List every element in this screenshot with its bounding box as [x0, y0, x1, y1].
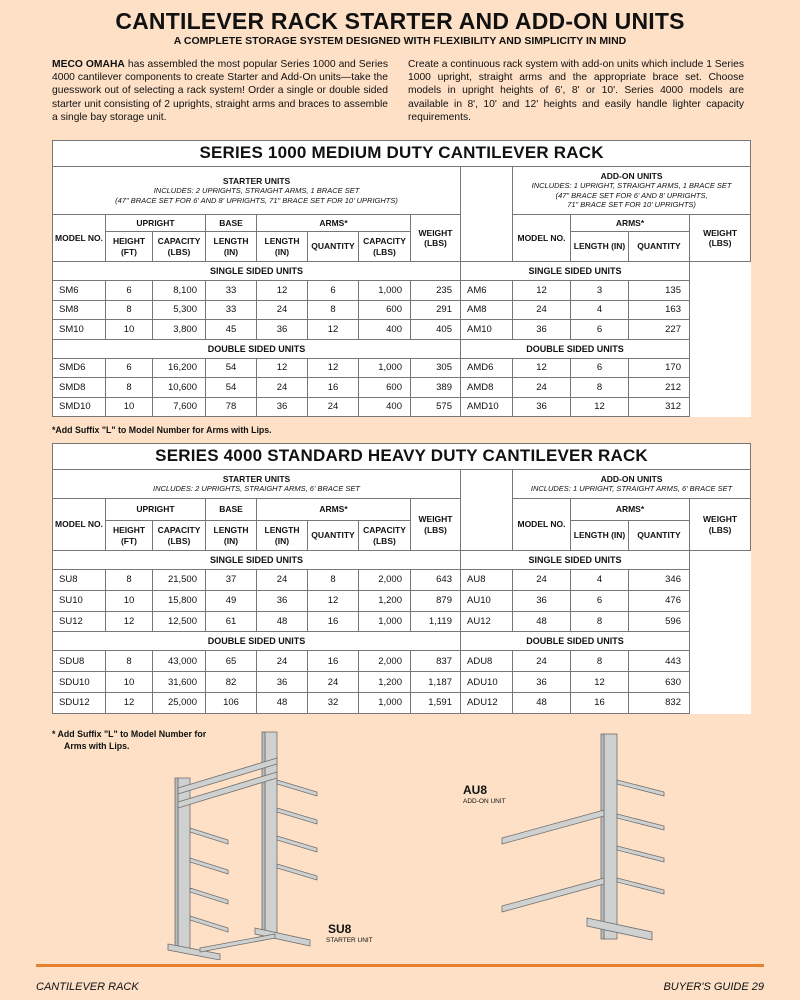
addon-weight-cell: 212 — [629, 378, 690, 398]
series-4000-table — [52, 443, 751, 714]
col-base-length: LENGTH (IN) — [206, 232, 257, 262]
arm-capacity-cell: 1,000 — [359, 358, 411, 378]
col-weight: WEIGHT (LBS) — [411, 215, 461, 262]
section-header-addon: DOUBLE SIDED UNITS — [461, 632, 690, 651]
addon-weight-cell: 227 — [629, 320, 690, 340]
arm-length-cell: 36 — [257, 672, 308, 693]
intro-left-text: has assembled the most popular Series 1000 and Series 4000 cantilever components to create Starter and Add-On units—take the guesswork out of selecting a rack system! Order a single or double sided starter unit consisting of 2 uprights, straight arms and braces to assemble a single bay storage unit. — [52, 59, 388, 123]
starter-includes-2: (47" BRACE SET FOR 6' AND 8' UPRIGHTS, 71" BRACE SET FOR 10' UPRIGHTS) — [115, 195, 398, 205]
base-cell: 49 — [206, 590, 257, 611]
addon-length-cell: 36 — [513, 397, 571, 417]
section-header: SINGLE SIDED UNITS — [53, 551, 461, 570]
addon-length-cell: 48 — [513, 692, 571, 713]
arm-capacity-cell: 1,000 — [359, 281, 411, 301]
capacity-cell: 31,600 — [153, 672, 206, 693]
model-cell: SDU12 — [53, 692, 106, 713]
arm-length-cell: 36 — [257, 397, 308, 417]
arm-length-cell: 36 — [257, 590, 308, 611]
col-model-4000: MODEL NO. — [53, 499, 106, 551]
addon-model-cell: ADU10 — [461, 672, 513, 693]
section-header: SINGLE SIDED UNITS — [53, 262, 461, 281]
height-cell: 10 — [106, 672, 153, 693]
weight-cell: 643 — [411, 570, 461, 591]
model-cell: SM8 — [53, 300, 106, 320]
arm-length-cell: 48 — [257, 611, 308, 632]
model-cell: SM6 — [53, 281, 106, 301]
addon-length-cell: 12 — [513, 358, 571, 378]
arm-length-cell: 24 — [257, 300, 308, 320]
addon-quantity-cell: 8 — [571, 651, 629, 672]
col-a-quantity: QUANTITY — [629, 232, 690, 262]
model-cell: SMD8 — [53, 378, 106, 398]
series-4000-note-1: * Add Suffix "L" to Model Number for — [52, 729, 207, 739]
arm-capacity-cell: 1,000 — [359, 611, 411, 632]
table-row — [53, 358, 751, 378]
addon-model-cell: AU8 — [461, 570, 513, 591]
series-1000-table — [52, 140, 751, 417]
addon-length-cell: 24 — [513, 570, 571, 591]
model-cell: SMD6 — [53, 358, 106, 378]
capacity-cell: 25,000 — [153, 692, 206, 713]
addon-length-cell: 36 — [513, 590, 571, 611]
capacity-cell: 3,800 — [153, 320, 206, 340]
weight-cell: 389 — [411, 378, 461, 398]
model-cell: SDU10 — [53, 672, 106, 693]
addon-model-cell: AM8 — [461, 300, 513, 320]
arm-capacity-cell: 1,200 — [359, 590, 411, 611]
col-capacity: CAPACITY (LBS) — [153, 232, 206, 262]
col-base: BASE — [206, 215, 257, 232]
addon-quantity-cell: 6 — [571, 320, 629, 340]
col-arm-capacity-4000: CAPACITY (LBS) — [359, 521, 411, 551]
addon-units-label-4000: ADD-ON UNITS — [600, 474, 663, 485]
addon-weight-cell: 476 — [629, 590, 690, 611]
col-model: MODEL NO. — [53, 215, 106, 262]
addon-weight-cell: 163 — [629, 300, 690, 320]
weight-cell: 837 — [411, 651, 461, 672]
footer-page: BUYER'S GUIDE 29 — [663, 981, 764, 993]
starter-units-label: STARTER UNITS — [222, 176, 291, 186]
starter-units-header-4000 — [53, 470, 461, 499]
capacity-cell: 12,500 — [153, 611, 206, 632]
brand-name: MECO OMAHA — [52, 59, 125, 70]
col-capacity-4000: CAPACITY (LBS) — [153, 521, 206, 551]
table-row — [53, 281, 751, 301]
addon-quantity-cell: 3 — [571, 281, 629, 301]
capacity-cell: 43,000 — [153, 651, 206, 672]
au8-addon-unit-illustration — [492, 728, 682, 950]
arm-capacity-cell: 2,000 — [359, 651, 411, 672]
quantity-cell: 16 — [308, 651, 359, 672]
addon-units-label: ADD-ON UNITS — [600, 171, 663, 182]
table-row — [53, 300, 751, 320]
quantity-cell: 12 — [308, 320, 359, 340]
height-cell: 12 — [106, 611, 153, 632]
col-upright: UPRIGHT — [106, 215, 206, 232]
starter-units-label-4000: STARTER UNITS — [222, 474, 291, 485]
addon-quantity-cell: 6 — [571, 358, 629, 378]
base-cell: 106 — [206, 692, 257, 713]
addon-includes-2: (47" BRACE SET FOR 6' AND 8' UPRIGHTS, — [555, 190, 708, 200]
addon-length-cell: 24 — [513, 378, 571, 398]
addon-weight-cell: 170 — [629, 358, 690, 378]
section-header-addon: SINGLE SIDED UNITS — [461, 551, 690, 570]
col-base-length-4000: LENGTH (IN) — [206, 521, 257, 551]
height-cell: 10 — [106, 320, 153, 340]
weight-cell: 1,119 — [411, 611, 461, 632]
quantity-cell: 12 — [308, 358, 359, 378]
height-cell: 8 — [106, 300, 153, 320]
table-row — [53, 692, 751, 713]
table-gap-4000 — [461, 470, 513, 551]
base-cell: 54 — [206, 378, 257, 398]
arm-capacity-cell: 400 — [359, 320, 411, 340]
col-a-weight: WEIGHT (LBS) — [690, 215, 751, 262]
addon-length-cell: 24 — [513, 300, 571, 320]
addon-quantity-cell: 8 — [571, 378, 629, 398]
addon-includes-4000: INCLUDES: 1 UPRIGHT, STRAIGHT ARMS, 6' BRACE SET — [530, 484, 733, 494]
addon-length-cell: 36 — [513, 320, 571, 340]
col-base-4000: BASE — [206, 499, 257, 521]
capacity-cell: 21,500 — [153, 570, 206, 591]
col-a-model-4000: MODEL NO. — [513, 499, 571, 551]
series-4000-title: SERIES 4000 STANDARD HEAVY DUTY CANTILEVER RACK — [53, 444, 751, 470]
weight-cell: 1,187 — [411, 672, 461, 693]
arm-length-cell: 24 — [257, 651, 308, 672]
addon-model-cell: AU12 — [461, 611, 513, 632]
table-row — [53, 611, 751, 632]
page-subtitle: A COMPLETE STORAGE SYSTEM DESIGNED WITH FLEXIBILITY AND SIMPLICITY IN MIND — [173, 35, 627, 47]
col-weight-4000: WEIGHT (LBS) — [411, 499, 461, 551]
col-arm-length-4000: LENGTH (IN) — [257, 521, 308, 551]
table-row — [53, 590, 751, 611]
weight-cell: 575 — [411, 397, 461, 417]
weight-cell: 235 — [411, 281, 461, 301]
su8-starter-unit-illustration — [160, 728, 340, 960]
col-arms: ARMS* — [257, 215, 411, 232]
su8-sublabel: STARTER UNIT — [326, 937, 373, 944]
addon-model-cell: AU10 — [461, 590, 513, 611]
height-cell: 6 — [106, 281, 153, 301]
addon-model-cell: AM6 — [461, 281, 513, 301]
height-cell: 8 — [106, 378, 153, 398]
table-gap — [461, 167, 513, 262]
capacity-cell: 16,200 — [153, 358, 206, 378]
su8-label: SU8 — [328, 922, 352, 936]
addon-length-cell: 24 — [513, 651, 571, 672]
addon-quantity-cell: 8 — [571, 611, 629, 632]
model-cell: SU12 — [53, 611, 106, 632]
quantity-cell: 16 — [308, 611, 359, 632]
quantity-cell: 8 — [308, 570, 359, 591]
section-header-addon: DOUBLE SIDED UNITS — [461, 339, 690, 358]
arm-capacity-cell: 600 — [359, 300, 411, 320]
addon-model-cell: AM10 — [461, 320, 513, 340]
arm-capacity-cell: 1,000 — [359, 692, 411, 713]
addon-units-header — [513, 167, 751, 215]
addon-weight-cell: 630 — [629, 672, 690, 693]
addon-quantity-cell: 12 — [571, 672, 629, 693]
addon-model-cell: ADU12 — [461, 692, 513, 713]
addon-units-header-4000 — [513, 470, 751, 499]
col-a-quantity-4000: QUANTITY — [629, 521, 690, 551]
addon-model-cell: AMD8 — [461, 378, 513, 398]
base-cell: 82 — [206, 672, 257, 693]
capacity-cell: 15,800 — [153, 590, 206, 611]
table-row — [53, 672, 751, 693]
quantity-cell: 24 — [308, 672, 359, 693]
base-cell: 61 — [206, 611, 257, 632]
col-height-4000: HEIGHT (FT) — [106, 521, 153, 551]
model-cell: SU8 — [53, 570, 106, 591]
section-header: DOUBLE SIDED UNITS — [53, 632, 461, 651]
addon-quantity-cell: 16 — [571, 692, 629, 713]
addon-weight-cell: 596 — [629, 611, 690, 632]
table-row — [53, 320, 751, 340]
addon-weight-cell: 832 — [629, 692, 690, 713]
col-upright-4000: UPRIGHT — [106, 499, 206, 521]
height-cell: 8 — [106, 570, 153, 591]
quantity-cell: 12 — [308, 590, 359, 611]
model-cell: SU10 — [53, 590, 106, 611]
quantity-cell: 8 — [308, 300, 359, 320]
page-title: CANTILEVER RACK STARTER AND ADD-ON UNITS — [115, 8, 685, 34]
starter-units-header — [53, 167, 461, 215]
quantity-cell: 32 — [308, 692, 359, 713]
base-cell: 33 — [206, 281, 257, 301]
col-a-model: MODEL NO. — [513, 215, 571, 262]
col-a-weight-4000: WEIGHT (LBS) — [690, 499, 751, 551]
arm-length-cell: 24 — [257, 570, 308, 591]
table-row — [53, 651, 751, 672]
au8-sublabel: ADD-ON UNIT — [463, 798, 506, 805]
intro-right: Create a continuous rack system with add-on units which include 1 Series 1000 upright, straight arms and the appropriate brace set. Choose models in upright heights of 6', 8' or 10'. Series 4000 models are available in 8', 10' and 12' heights and easily handle lighter capacity requirements. — [408, 59, 744, 123]
height-cell: 10 — [106, 590, 153, 611]
addon-quantity-cell: 12 — [571, 397, 629, 417]
arm-capacity-cell: 2,000 — [359, 570, 411, 591]
col-a-length-4000: LENGTH (IN) — [571, 521, 629, 551]
footer-rule — [36, 964, 764, 967]
addon-length-cell: 48 — [513, 611, 571, 632]
arm-length-cell: 48 — [257, 692, 308, 713]
addon-includes: INCLUDES: 1 UPRIGHT, STRAIGHT ARMS, 1 BRACE SET — [531, 181, 732, 191]
weight-cell: 879 — [411, 590, 461, 611]
addon-quantity-cell: 6 — [571, 590, 629, 611]
table-row — [53, 397, 751, 417]
table-row — [53, 378, 751, 398]
addon-quantity-cell: 4 — [571, 570, 629, 591]
addon-model-cell: ADU8 — [461, 651, 513, 672]
quantity-cell: 24 — [308, 397, 359, 417]
base-cell: 33 — [206, 300, 257, 320]
model-cell: SM10 — [53, 320, 106, 340]
table-row — [53, 570, 751, 591]
model-cell: SMD10 — [53, 397, 106, 417]
weight-cell: 291 — [411, 300, 461, 320]
model-cell: SDU8 — [53, 651, 106, 672]
addon-length-cell: 12 — [513, 281, 571, 301]
height-cell: 12 — [106, 692, 153, 713]
col-a-arms-4000: ARMS* — [571, 499, 690, 521]
intro-left — [52, 58, 388, 124]
addon-length-cell: 36 — [513, 672, 571, 693]
starter-includes: INCLUDES: 2 UPRIGHTS, STRAIGHT ARMS, 1 BRACE SET — [153, 186, 360, 195]
height-cell: 10 — [106, 397, 153, 417]
addon-weight-cell: 443 — [629, 651, 690, 672]
quantity-cell: 16 — [308, 378, 359, 398]
addon-weight-cell: 346 — [629, 570, 690, 591]
addon-includes-3: 71" BRACE SET FOR 10' UPRIGHTS) — [567, 200, 696, 210]
series-1000-note: *Add Suffix "L" to Model Number for Arms with Lips. — [52, 425, 272, 435]
col-a-arms: ARMS* — [571, 215, 690, 232]
starter-includes-4000: INCLUDES: 2 UPRIGHTS, STRAIGHT ARMS, 6' BRACE SET — [152, 484, 361, 494]
base-cell: 65 — [206, 651, 257, 672]
addon-weight-cell: 312 — [629, 397, 690, 417]
footer-section: CANTILEVER RACK — [36, 981, 139, 993]
addon-weight-cell: 135 — [629, 281, 690, 301]
arm-capacity-cell: 600 — [359, 378, 411, 398]
base-cell: 54 — [206, 358, 257, 378]
arm-length-cell: 36 — [257, 320, 308, 340]
base-cell: 37 — [206, 570, 257, 591]
arm-length-cell: 12 — [257, 281, 308, 301]
series-1000-title: SERIES 1000 MEDIUM DUTY CANTILEVER RACK — [53, 141, 751, 167]
quantity-cell: 6 — [308, 281, 359, 301]
weight-cell: 405 — [411, 320, 461, 340]
capacity-cell: 5,300 — [153, 300, 206, 320]
base-cell: 78 — [206, 397, 257, 417]
height-cell: 8 — [106, 651, 153, 672]
weight-cell: 1,591 — [411, 692, 461, 713]
col-height: HEIGHT (FT) — [106, 232, 153, 262]
col-arms-4000: ARMS* — [257, 499, 411, 521]
section-header-addon: SINGLE SIDED UNITS — [461, 262, 690, 281]
col-quantity: QUANTITY — [308, 232, 359, 262]
base-cell: 45 — [206, 320, 257, 340]
col-arm-length: LENGTH (IN) — [257, 232, 308, 262]
arm-length-cell: 24 — [257, 378, 308, 398]
col-arm-capacity: CAPACITY (LBS) — [359, 232, 411, 262]
series-4000-note-2: Arms with Lips. — [64, 741, 130, 751]
capacity-cell: 10,600 — [153, 378, 206, 398]
addon-quantity-cell: 4 — [571, 300, 629, 320]
arm-capacity-cell: 1,200 — [359, 672, 411, 693]
arm-capacity-cell: 400 — [359, 397, 411, 417]
au8-label: AU8 — [463, 783, 488, 797]
arm-length-cell: 12 — [257, 358, 308, 378]
addon-model-cell: AMD10 — [461, 397, 513, 417]
col-quantity-4000: QUANTITY — [308, 521, 359, 551]
weight-cell: 305 — [411, 358, 461, 378]
section-header: DOUBLE SIDED UNITS — [53, 339, 461, 358]
height-cell: 6 — [106, 358, 153, 378]
addon-model-cell: AMD6 — [461, 358, 513, 378]
capacity-cell: 7,600 — [153, 397, 206, 417]
col-a-length: LENGTH (IN) — [571, 232, 629, 262]
capacity-cell: 8,100 — [153, 281, 206, 301]
